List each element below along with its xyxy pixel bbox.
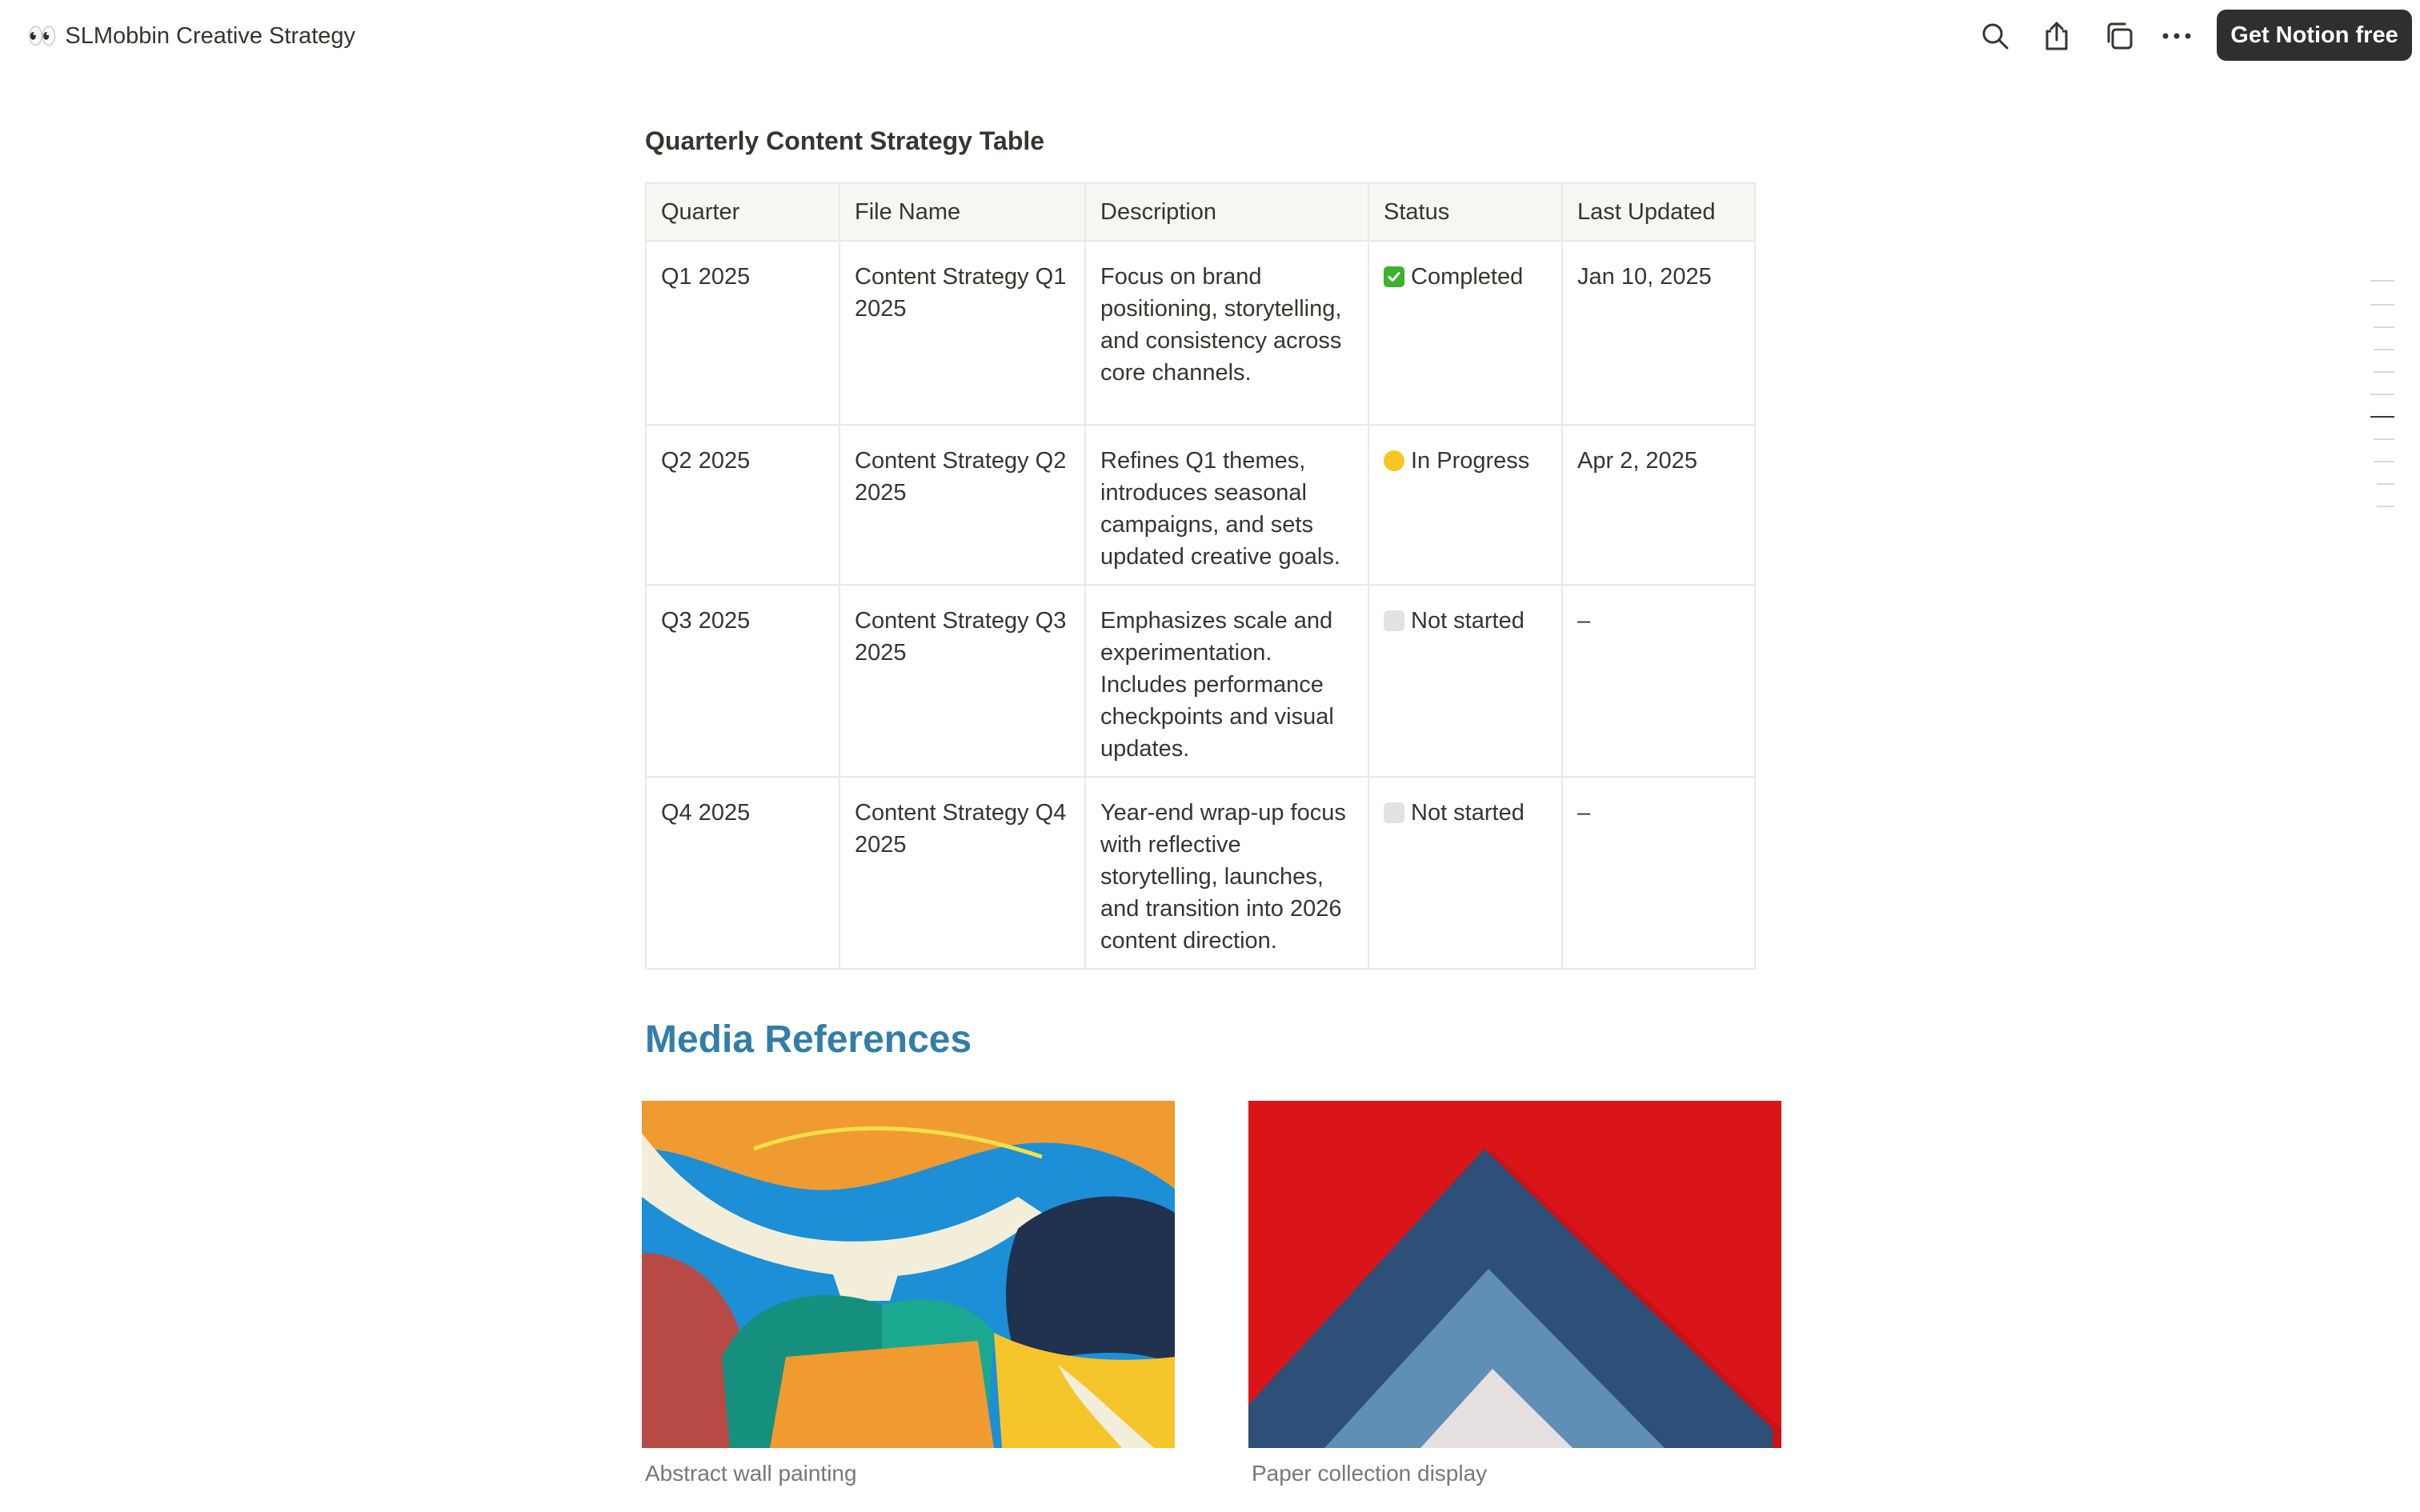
media-caption: Paper collection display — [1252, 1461, 1488, 1486]
cell-last-updated[interactable]: Jan 10, 2025 — [1562, 241, 1755, 425]
cell-quarter[interactable]: Q3 2025 — [646, 585, 839, 777]
more-icon[interactable] — [2158, 18, 2195, 54]
content-strategy-table — [645, 182, 1756, 970]
cell-status[interactable] — [1368, 585, 1562, 777]
column-header-file-name[interactable]: File Name — [839, 183, 1085, 241]
cell-last-updated[interactable]: – — [1562, 777, 1755, 969]
table-header-row — [646, 183, 1755, 241]
cell-description[interactable]: Focus on brand positioning, storytelling, and consistency across core channels. — [1085, 241, 1368, 425]
yellow-circle-icon — [1384, 450, 1404, 471]
media-caption: Abstract wall painting — [645, 1461, 857, 1486]
status-label: Not started — [1411, 608, 1525, 634]
top-bar — [0, 0, 2420, 72]
table-row — [646, 585, 1755, 777]
media-references-heading: Media References — [645, 1018, 972, 1061]
cell-file-name[interactable]: Content Strategy Q2 2025 — [839, 425, 1085, 585]
cell-last-updated[interactable]: – — [1562, 585, 1755, 777]
cell-last-updated[interactable]: Apr 2, 2025 — [1562, 425, 1755, 585]
cell-status[interactable] — [1368, 241, 1562, 425]
get-notion-free-button[interactable]: Get Notion free — [2217, 10, 2412, 61]
cell-quarter[interactable]: Q4 2025 — [646, 777, 839, 969]
column-header-description[interactable]: Description — [1085, 183, 1368, 241]
page-emoji-icon: 👀 — [27, 22, 54, 50]
cell-file-name[interactable]: Content Strategy Q1 2025 — [839, 241, 1085, 425]
cell-description[interactable]: Refines Q1 themes, introduces seasonal campaigns, and sets updated creative goals. — [1085, 425, 1368, 585]
status-label: In Progress — [1411, 448, 1530, 474]
share-icon[interactable] — [2038, 18, 2075, 54]
gray-square-icon — [1384, 610, 1404, 631]
gray-square-icon — [1384, 802, 1404, 823]
cell-description[interactable]: Emphasizes scale and experimentation. Includes performance checkpoints and visual updates. — [1085, 585, 1368, 777]
column-header-status[interactable]: Status — [1368, 183, 1562, 241]
page-title[interactable]: SLMobbin Creative Strategy — [65, 22, 356, 49]
search-icon[interactable] — [1977, 18, 2013, 54]
cell-status[interactable] — [1368, 777, 1562, 969]
table-row — [646, 425, 1755, 585]
table-row — [646, 777, 1755, 969]
column-header-last-updated[interactable]: Last Updated — [1562, 183, 1755, 241]
cell-file-name[interactable]: Content Strategy Q3 2025 — [839, 585, 1085, 777]
table-row — [646, 241, 1755, 425]
column-header-quarter[interactable]: Quarter — [646, 183, 839, 241]
check-box-icon — [1384, 266, 1404, 287]
cell-quarter[interactable]: Q1 2025 — [646, 241, 839, 425]
table-title: Quarterly Content Strategy Table — [645, 126, 1045, 155]
paper-collection-display-image[interactable] — [1248, 1101, 1781, 1448]
cell-file-name[interactable]: Content Strategy Q4 2025 — [839, 777, 1085, 969]
cell-quarter[interactable]: Q2 2025 — [646, 425, 839, 585]
cell-status[interactable] — [1368, 425, 1562, 585]
breadcrumb[interactable] — [27, 19, 355, 53]
abstract-wall-painting-image[interactable] — [642, 1101, 1175, 1448]
duplicate-icon[interactable] — [2101, 18, 2138, 54]
status-label: Completed — [1411, 264, 1524, 290]
status-label: Not started — [1411, 800, 1525, 826]
cell-description[interactable]: Year-end wrap-up focus with reflective storytelling, launches, and transition into 2026 content direction. — [1085, 777, 1368, 969]
